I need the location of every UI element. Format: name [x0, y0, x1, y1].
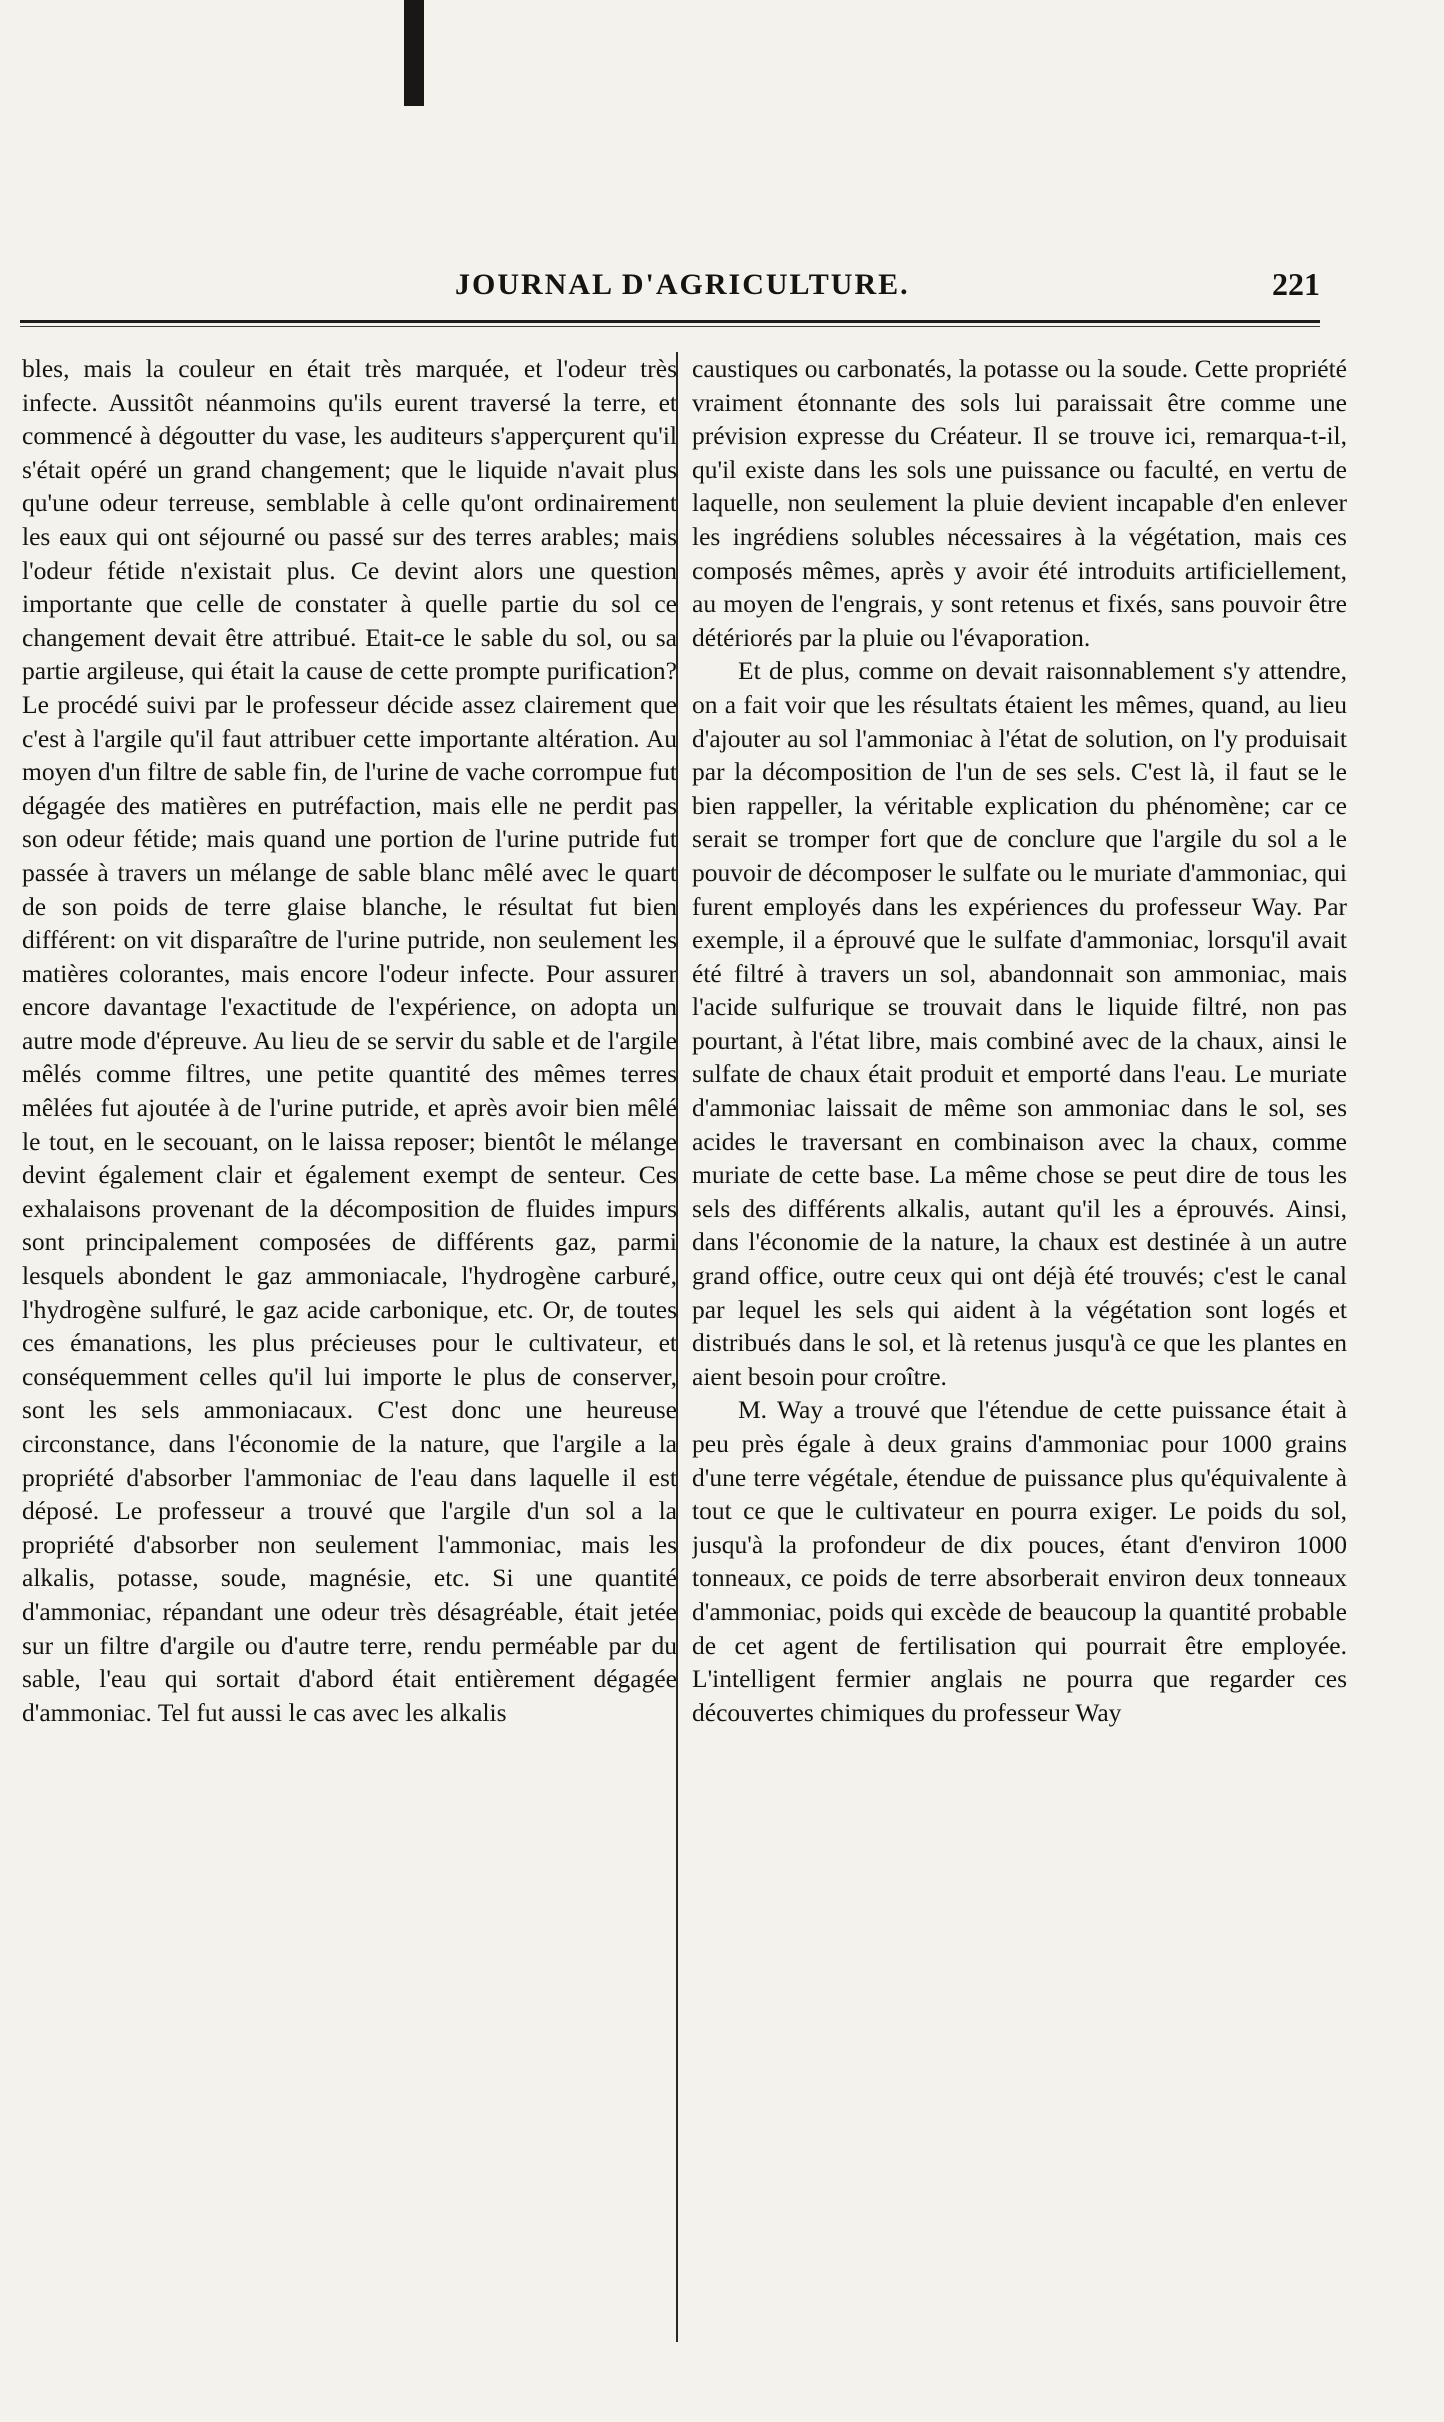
header-rule-thin — [20, 326, 1320, 327]
paragraph: caustiques ou carbonatés, la potasse ou la soude. Cette propriété vraiment étonnante des sols lui paraissait être comme une prévision expresse du Créateur. Il se trouve ici, remarqua-t-il, qu'il existe dans les sols une puissance ou faculté, en vertu de laquelle, non seulement la pluie devient incapable d'en enlever les ingrédiens solubles nécessaires à la végétation, mais ces composés mêmes, après y avoir été introduits artificiellement, au moyen de l'engrais, y sont retenus et fixés, sans pouvoir être détériorés par la pluie ou l'évaporation. — [692, 354, 1347, 652]
running-title: JOURNAL D'AGRICULTURE. — [455, 268, 910, 301]
paragraph: bles, mais la couleur en était très marquée, et l'odeur très infecte. Aussitôt néanmoins qu'ils eurent traversé la terre, et commencé à dégoutter du vase, les auditeurs s'apperçurent qu'il s'était opéré un grand changement; que le liquide n'avait plus qu'une odeur terreuse, semblable à celle qu'ont ordinairement les eaux qui ont séjourné ou passé sur des terres arables; mais l'odeur fétide n'existait plus. Ce devint alors une question importante que celle de constater à quelle partie du sol ce changement devait être attribué. Etait-ce le sable du sol, ou sa partie argileuse, qui était la cause de cette prompte purification? Le procédé suivi par le professeur décide assez clairement que c'est à l'argile qu'il faut attribuer cette importante altération. Au moyen d'un filtre de sable fin, de l'urine de vache corrompue fut dégagée des matières en putréfaction, mais elle ne perdit pas son odeur fétide; mais quand une portion de l'urine putride fut passée à travers un mélange de sable blanc mêlé avec le quart de son poids de terre glaise blanche, le résultat fut bien différent: on vit disparaître de l'urine putride, non seulement les matières colorantes, mais encore l'odeur infecte. Pour assurer encore davantage l'exactitude de l'expérience, on adopta un autre mode d'épreuve. Au lieu de se servir du sable et de l'argile mêlés comme filtres, une petite quantité des mêmes terres mêlées fut ajoutée à de l'urine putride, et après avoir bien mêlé le tout, en le secouant, on le laissa reposer; bientôt le mélange devint également clair et également exempt de senteur. Ces exhalaisons provenant de la décomposition de fluides impurs sont principalement composées de différents gaz, parmi lesquels abondent le gaz ammoniacale, l'hydrogène carburé, l'hydrogène sulfuré, le gaz acide carbonique, etc. Or, de toutes ces émanations, les plus précieuses pour le cultivateur, et conséquemment celles qu'il lui importe le plus de conserver, sont les sels ammoniacaux. C'est donc une heureuse circonstance, dans l'économie de la nature, que l'argile a la propriété d'absorber l'ammoniac de l'eau dans laquelle il est déposé. Le professeur a trouvé que l'argile d'un sol a la propriété d'absorber non seulement l'ammoniac, mais les alkalis, potasse, soude, magnésie, etc. Si une quantité d'ammoniac, répandant une odeur très désagréable, était jetée sur un filtre d'argile ou d'autre terre, rendu perméable par du sable, l'eau qui sortait d'abord était entièrement dégagée d'ammoniac. Tel fut aussi le cas avec les alkalis — [22, 354, 677, 1727]
column-divider — [676, 352, 678, 2342]
right-column — [692, 352, 1347, 2342]
page-header — [20, 268, 1320, 308]
left-column — [22, 352, 677, 2342]
ink-mark — [404, 0, 424, 106]
paragraph: Et de plus, comme on devait raisonnablement s'y attendre, on a fait voir que les résultats étaient les mêmes, quand, au lieu d'ajouter au sol l'ammoniac à l'état de solution, on l'y produisait par la décomposition de l'un de ses sels. C'est là, il faut se le bien rappeller, la véritable explication du phénomène; car ce serait se tromper fort que de conclure que l'argile du sol a le pouvoir de décomposer le sulfate ou le muriate d'ammoniac, qui furent employés dans les expériences du professeur Way. Par exemple, il a éprouvé que le sulfate d'ammoniac, lorsqu'il avait été filtré à travers un sol, abandonnait son ammoniac, mais l'acide sulfurique se trouvait dans le liquide filtré, non pas pourtant, à l'état libre, mais combiné avec de la chaux, ainsi le sulfate de chaux était produit et emporté dans l'eau. Le muriate d'ammoniac laissait de même son ammoniac dans le sol, ses acides le traversant en combinaison avec la chaux, comme muriate de cette base. La même chose se peut dire de tous les sels des différents alkalis, autant qu'il les a éprouvés. Ainsi, dans l'économie de la nature, la chaux est destinée à un autre grand office, outre ceux qui ont déjà été trouvés; c'est le canal par lequel les sels qui aident à la végétation sont logés et distribués dans le sol, et là retenus jusqu'à ce que les plantes en aient besoin pour croître. — [692, 656, 1347, 1391]
header-rule — [20, 320, 1320, 323]
page-number: 221 — [1272, 266, 1320, 302]
paragraph: M. Way a trouvé que l'étendue de cette puissance était à peu près égale à deux grains d'ammoniac pour 1000 grains d'une terre végétale, étendue de puissance plus qu'équivalente à tout ce que le cultivateur en pourra exiger. Le poids du sol, jusqu'à la profondeur de dix pouces, étant d'environ 1000 tonneaux, ce poids de terre absorberait environ deux tonneaux d'ammoniac, poids qui excède de beaucoup la quantité probable de cet agent de fertilisation qui pourrait être employée. L'intelligent fermier anglais ne pourra que regarder ces découvertes chimiques du professeur Way — [692, 1395, 1347, 1727]
